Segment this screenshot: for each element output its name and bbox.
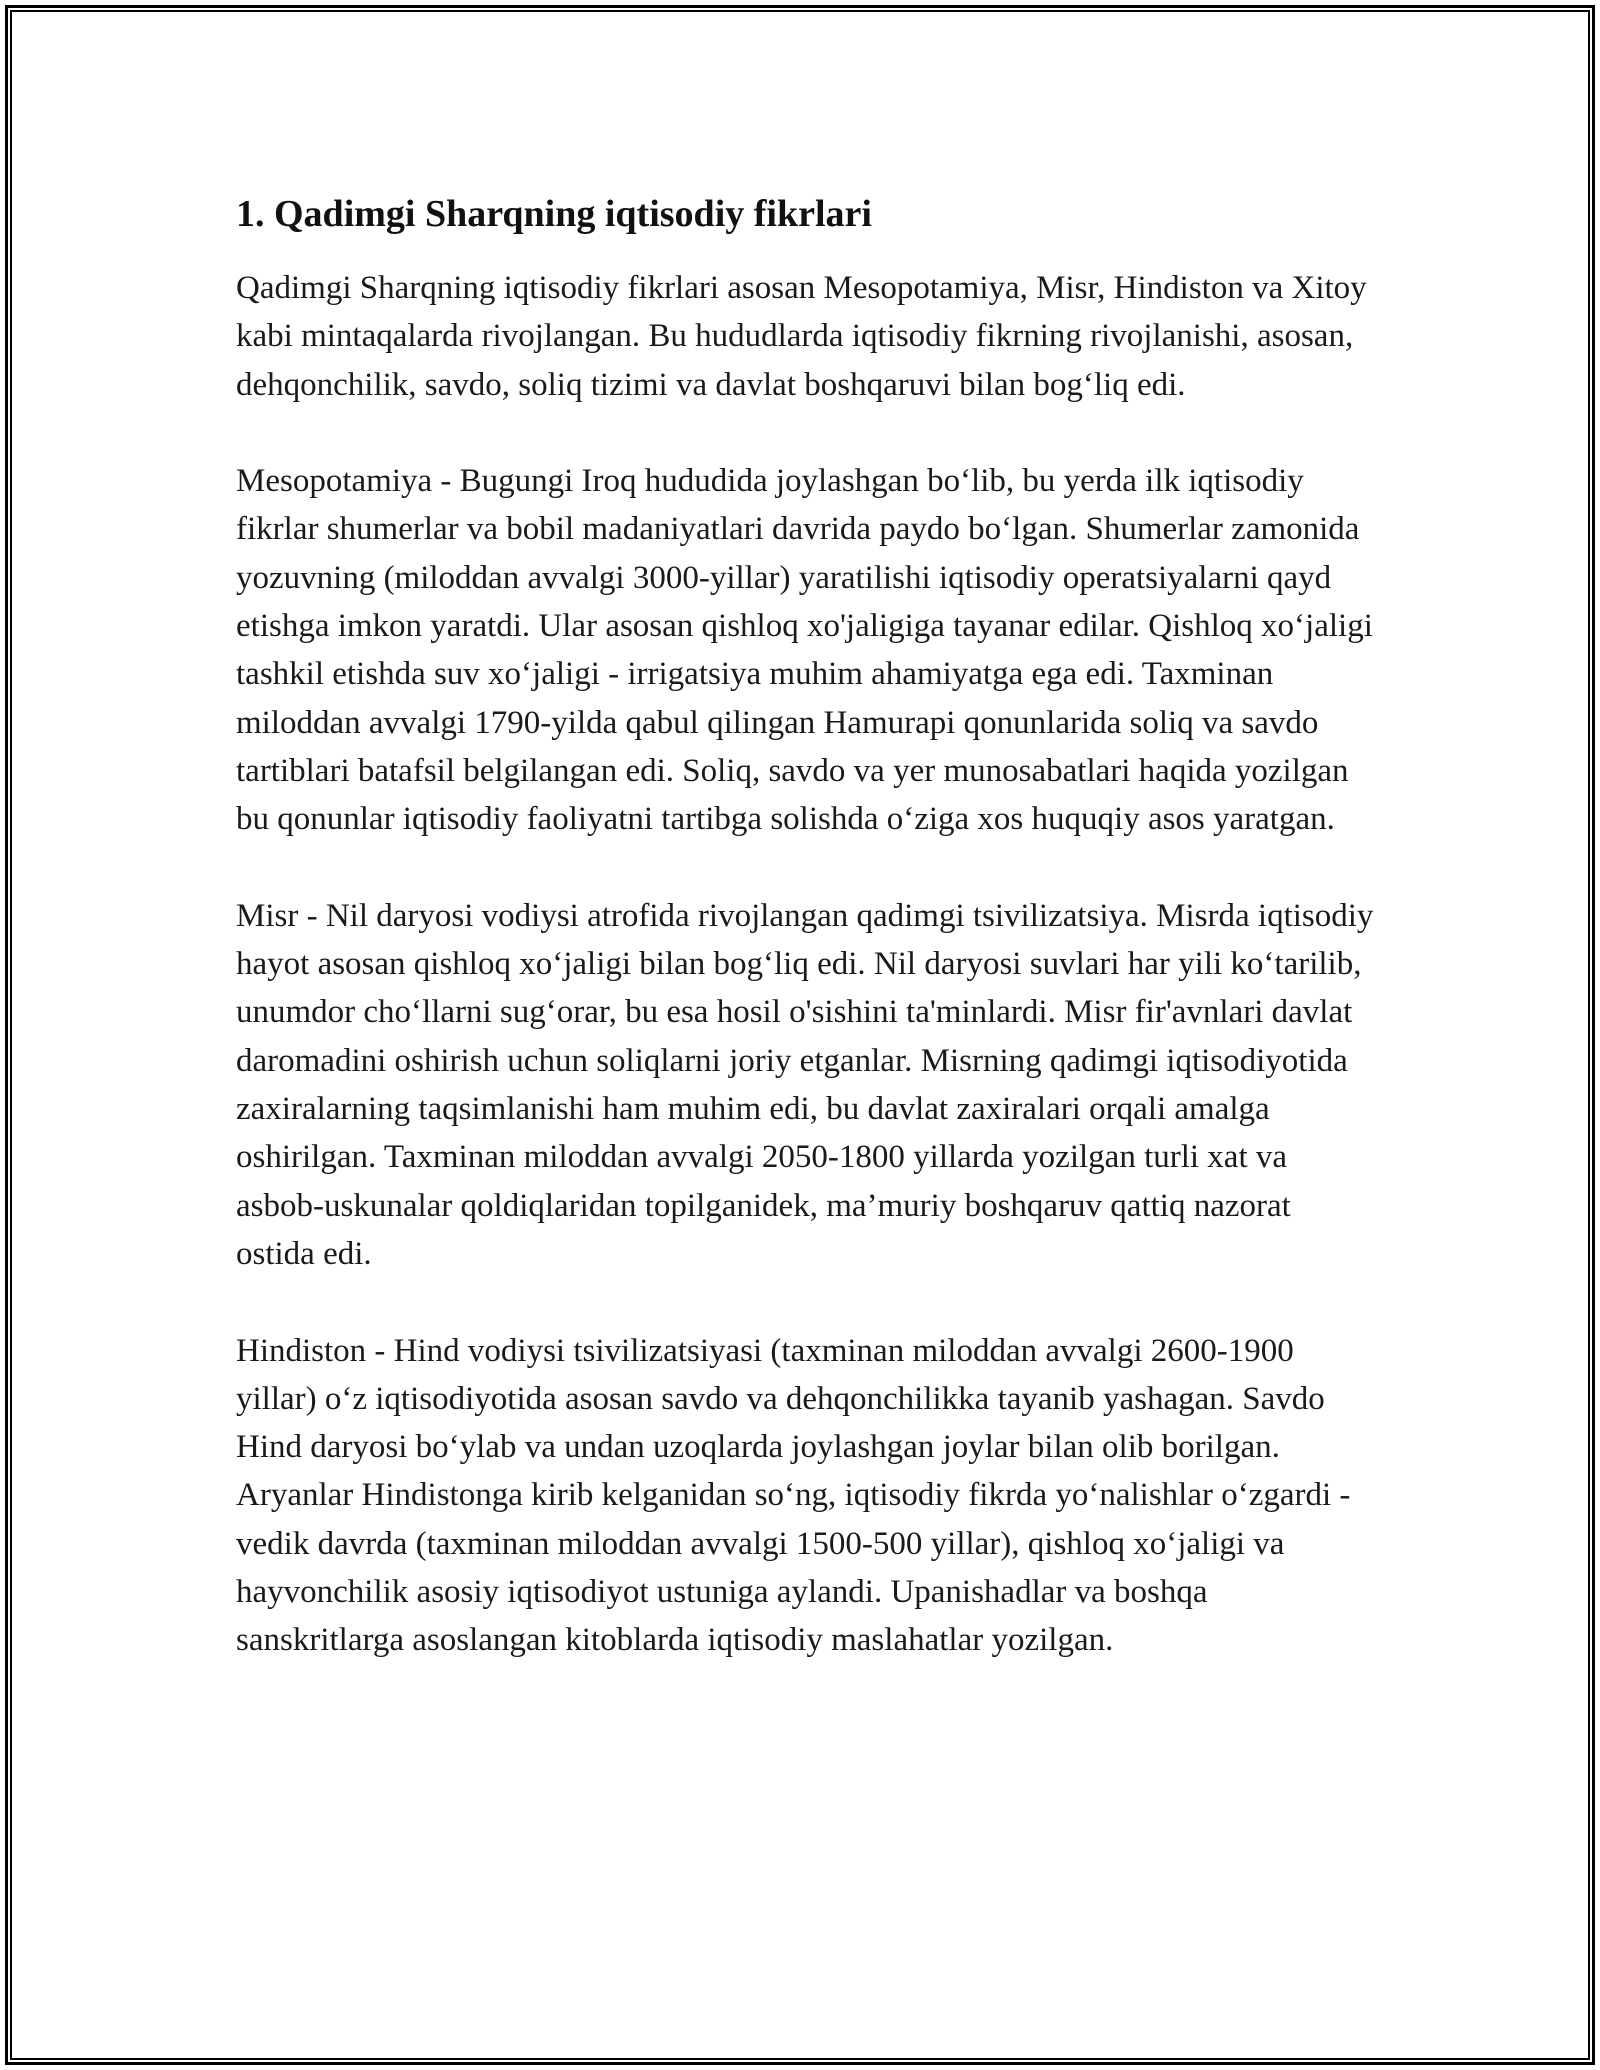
paragraph-hindiston: Hindiston - Hind vodiysi tsivilizatsiyasi (taxminan miloddan avvalgi 2600-1900 yillar) o‘z iqtisodiyotida asosan savdo va dehqonchilikka tayanib yashagan. Savdo Hind daryosi bo‘ylab va undan uzoqlarda joylashgan joylar bilan olib borilgan. Aryanlar Hindistonga kirib kelganidan so‘ng, iqtisodiy fikrda yo‘nalishlar o‘zgardi - vedik davrda (taxminan miloddan avvalgi 1500-500 yillar), qishloq xo‘jaligi va hayvonchilik asosiy iqtisodiyot ustuniga aylandi. Upanishadlar va boshqa sanskritlarga asoslangan kitoblarda iqtisodiy maslahatlar yozilgan. <box>236 1332 1351 1659</box>
document-body <box>236 186 1376 1713</box>
paragraph-misr: Misr - Nil daryosi vodiysi atrofida rivojlangan qadimgi tsivilizatsiya. Misrda iqtisodiy hayot asosan qishloq xo‘jaligi bilan bog‘liq edi. Nil daryosi suvlari har yili ko‘tarilib, unumdor cho‘llarni sug‘orar, bu esa hosil o'sishini ta'minlardi. Misr fir'avnlari davlat daromadini oshirish uchun soliqlarni joriy etganlar. Misrning qadimgi iqtisodiyotida zaxiralarning taqsimlanishi ham muhim edi, bu davlat zaxiralari orqali amalga oshirilgan. Taxminan miloddan avvalgi 2050-1800 yillarda yozilgan turli xat va asbob-uskunalar qoldiqlaridan topilganidek, ma’muriy boshqaruv qattiq nazorat ostida edi. <box>236 897 1374 1272</box>
section-heading: 1. Qadimgi Sharqning iqtisodiy fikrlari <box>236 193 872 235</box>
paragraph-mesopotamiya: Mesopotamiya - Bugungi Iroq hududida joylashgan bo‘lib, bu yerda ilk iqtisodiy fikrlar shumerlar va bobil madaniyatlari davrida paydo bo‘lgan. Shumerlar zamonida yozuvning (miloddan avvalgi 3000-yillar) yaratilishi iqtisodiy operatsiyalarni qayd etishga imkon yaratdi. Ular asosan qishloq xo'jaligiga tayanar edilar. Qishloq xo‘jaligi tashkil etishda suv xo‘jaligi - irrigatsiya muhim ahamiyatga ega edi. Taxminan miloddan avvalgi 1790-yilda qabul qilingan Hamurapi qonunlarida soliq va savdo tartiblari batafsil belgilangan edi. Soliq, savdo va yer munosabatlari haqida yozilgan bu qonunlar iqtisodiy faoliyatni tartibga solishda o‘ziga xos huquqiy asos yaratgan. <box>236 463 1373 838</box>
paragraph-intro: Qadimgi Sharqning iqtisodiy fikrlari asosan Mesopotamiya, Misr, Hindiston va Xitoy kabi mintaqalarda rivojlangan. Bu hududlarda iqtisodiy fikrning rivojlanishi, asosan, dehqonchilik, savdo, soliq tizimi va davlat boshqaruvi bilan bog‘liq edi. <box>236 270 1367 403</box>
